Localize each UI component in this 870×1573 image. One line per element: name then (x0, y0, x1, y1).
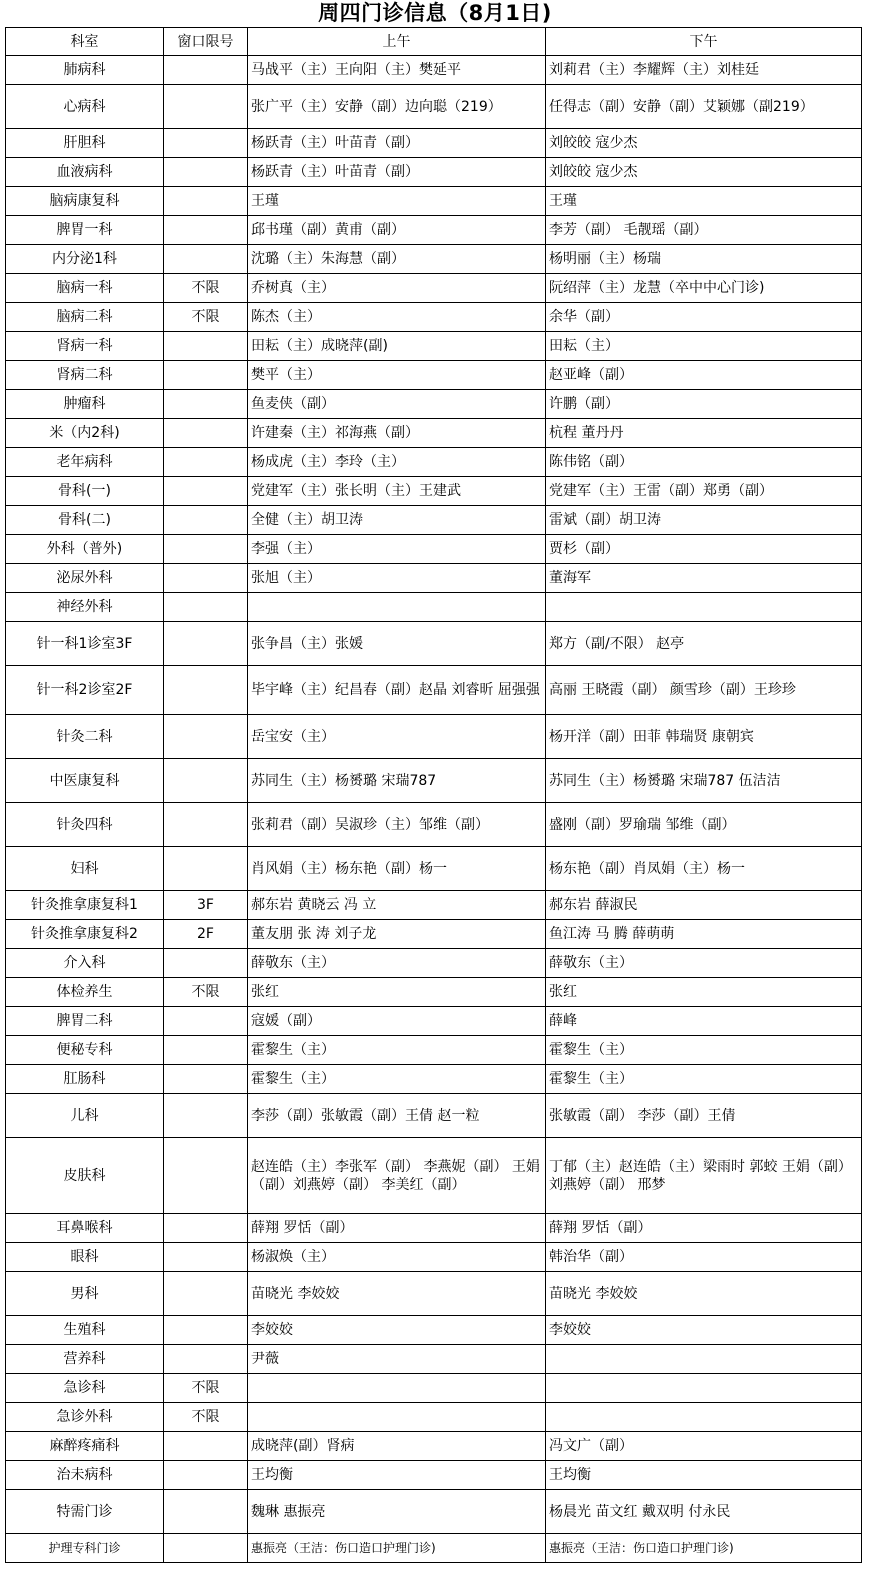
afternoon-doctors-cell: 杭程 董丹丹 (546, 419, 862, 448)
table-row (6, 593, 862, 622)
morning-doctors-cell: 张广平（主）安静（副）边向聪（219） (248, 85, 546, 129)
window-limit-cell (164, 332, 248, 361)
dept-cell: 肾病二科 (6, 361, 164, 390)
afternoon-doctors-cell: 高丽 王晓霞（副） 颜雪珍（副）王珍珍 (546, 666, 862, 715)
dept-cell: 肝胆科 (6, 129, 164, 158)
dept-cell: 老年病科 (6, 448, 164, 477)
header-afternoon: 下午 (546, 28, 862, 56)
table-row (6, 1272, 862, 1316)
table-row (6, 245, 862, 274)
window-limit-cell (164, 1316, 248, 1345)
morning-doctors-cell: 惠振亮（王洁：伤口造口护理门诊) (248, 1534, 546, 1563)
table-row (6, 1065, 862, 1094)
afternoon-doctors-cell: 张敏霞（副） 李莎（副）王倩 (546, 1094, 862, 1138)
dept-cell: 针灸二科 (6, 715, 164, 759)
dept-cell: 针灸推拿康复科1 (6, 891, 164, 920)
morning-doctors-cell: 张红 (248, 978, 546, 1007)
afternoon-doctors-cell: 党建军（主）王雷（副）郑勇（副） (546, 477, 862, 506)
morning-doctors-cell: 张莉君（副）吴淑珍（主）邹维（副） (248, 803, 546, 847)
window-limit-cell (164, 158, 248, 187)
afternoon-doctors-cell: 霍黎生（主） (546, 1036, 862, 1065)
window-limit-cell (164, 1243, 248, 1272)
dept-cell: 血液病科 (6, 158, 164, 187)
dept-cell: 儿科 (6, 1094, 164, 1138)
dept-cell: 外科（普外) (6, 535, 164, 564)
table-row (6, 361, 862, 390)
morning-doctors-cell: 成晓萍(副）肾病 (248, 1432, 546, 1461)
dept-cell: 针一科1诊室3F (6, 622, 164, 666)
dept-cell: 皮肤科 (6, 1138, 164, 1214)
dept-cell: 中医康复科 (6, 759, 164, 803)
table-row (6, 390, 862, 419)
afternoon-doctors-cell (546, 1403, 862, 1432)
afternoon-doctors-cell: 薛峰 (546, 1007, 862, 1036)
window-limit-cell (164, 593, 248, 622)
dept-cell: 肾病一科 (6, 332, 164, 361)
dept-cell: 脑病一科 (6, 274, 164, 303)
window-limit-cell: 不限 (164, 1374, 248, 1403)
table-row (6, 419, 862, 448)
afternoon-doctors-cell: 苗晓光 李姣姣 (546, 1272, 862, 1316)
afternoon-doctors-cell: 韩治华（副） (546, 1243, 862, 1272)
window-limit-cell (164, 1272, 248, 1316)
table-row (6, 187, 862, 216)
afternoon-doctors-cell: 苏同生（主）杨赟璐 宋瑞787 伍洁洁 (546, 759, 862, 803)
dept-cell: 泌尿外科 (6, 564, 164, 593)
window-limit-cell (164, 535, 248, 564)
afternoon-doctors-cell: 阮绍萍（主）龙慧（卒中中心门诊) (546, 274, 862, 303)
dept-cell: 介入科 (6, 949, 164, 978)
afternoon-doctors-cell: 余华（副） (546, 303, 862, 332)
afternoon-doctors-cell: 董海军 (546, 564, 862, 593)
window-limit-cell (164, 245, 248, 274)
window-limit-cell (164, 419, 248, 448)
dept-cell: 心病科 (6, 85, 164, 129)
afternoon-doctors-cell: 杨东艳（副）肖凤娟（主）杨一 (546, 847, 862, 891)
morning-doctors-cell: 沈璐（主）朱海慧（副） (248, 245, 546, 274)
table-row (6, 1490, 862, 1534)
dept-cell: 体检养生 (6, 978, 164, 1007)
table-row (6, 274, 862, 303)
window-limit-cell (164, 448, 248, 477)
afternoon-doctors-cell: 贾杉（副） (546, 535, 862, 564)
window-limit-cell (164, 803, 248, 847)
table-row (6, 1534, 862, 1563)
dept-cell: 耳鼻喉科 (6, 1214, 164, 1243)
afternoon-doctors-cell: 刘皎皎 寇少杰 (546, 158, 862, 187)
table-row (6, 535, 862, 564)
morning-doctors-cell: 苏同生（主）杨赟璐 宋瑞787 (248, 759, 546, 803)
table-row (6, 1036, 862, 1065)
table-row (6, 666, 862, 715)
window-limit-cell (164, 56, 248, 85)
dept-cell: 米（内2科) (6, 419, 164, 448)
morning-doctors-cell: 李姣姣 (248, 1316, 546, 1345)
morning-doctors-cell: 张争昌（主）张媛 (248, 622, 546, 666)
table-row (6, 920, 862, 949)
afternoon-doctors-cell: 冯文广（副） (546, 1432, 862, 1461)
table-row (6, 1007, 862, 1036)
afternoon-doctors-cell: 杨明丽（主）杨瑞 (546, 245, 862, 274)
dept-cell: 营养科 (6, 1345, 164, 1374)
morning-doctors-cell: 董友朋 张 涛 刘子龙 (248, 920, 546, 949)
window-limit-cell (164, 361, 248, 390)
afternoon-doctors-cell: 惠振亮（王洁：伤口造口护理门诊) (546, 1534, 862, 1563)
morning-doctors-cell: 薛翔 罗恬（副） (248, 1214, 546, 1243)
dept-cell: 急诊科 (6, 1374, 164, 1403)
afternoon-doctors-cell (546, 1345, 862, 1374)
dept-cell: 针灸四科 (6, 803, 164, 847)
window-limit-cell (164, 1432, 248, 1461)
afternoon-doctors-cell: 王均衡 (546, 1461, 862, 1490)
dept-cell: 急诊外科 (6, 1403, 164, 1432)
window-limit-cell: 不限 (164, 978, 248, 1007)
morning-doctors-cell: 薛敬东（主） (248, 949, 546, 978)
schedule-table (5, 27, 862, 1563)
window-limit-cell: 不限 (164, 303, 248, 332)
table-row (6, 759, 862, 803)
afternoon-doctors-cell: 薛敬东（主） (546, 949, 862, 978)
afternoon-doctors-cell: 许鹏（副） (546, 390, 862, 419)
header-dept: 科室 (6, 28, 164, 56)
dept-cell: 麻醉疼痛科 (6, 1432, 164, 1461)
afternoon-doctors-cell: 李芳（副） 毛靓瑶（副） (546, 216, 862, 245)
dept-cell: 脾胃二科 (6, 1007, 164, 1036)
dept-cell: 护理专科门诊 (6, 1534, 164, 1563)
dept-cell: 脑病二科 (6, 303, 164, 332)
dept-cell: 便秘专科 (6, 1036, 164, 1065)
table-row (6, 978, 862, 1007)
afternoon-doctors-cell: 杨晨光 苗文红 戴双明 付永民 (546, 1490, 862, 1534)
window-limit-cell: 3F (164, 891, 248, 920)
dept-cell: 眼科 (6, 1243, 164, 1272)
window-limit-cell (164, 1214, 248, 1243)
window-limit-cell: 不限 (164, 1403, 248, 1432)
afternoon-doctors-cell: 刘莉君（主）李耀辉（主）刘桂廷 (546, 56, 862, 85)
window-limit-cell (164, 715, 248, 759)
afternoon-doctors-cell: 杨开洋（副）田菲 韩瑞贤 康朝宾 (546, 715, 862, 759)
afternoon-doctors-cell: 王瑾 (546, 187, 862, 216)
table-row (6, 1432, 862, 1461)
dept-cell: 针一科2诊室2F (6, 666, 164, 715)
morning-doctors-cell: 全健（主）胡卫涛 (248, 506, 546, 535)
afternoon-doctors-cell: 张红 (546, 978, 862, 1007)
afternoon-doctors-cell: 刘皎皎 寇少杰 (546, 129, 862, 158)
window-limit-cell (164, 847, 248, 891)
table-row (6, 1243, 862, 1272)
table-row (6, 715, 862, 759)
window-limit-cell (164, 85, 248, 129)
window-limit-cell (164, 1461, 248, 1490)
window-limit-cell (164, 1138, 248, 1214)
morning-doctors-cell: 赵连皓（主）李张军（副） 李燕妮（副） 王娟（副）刘燕婷（副） 李美红（副） (248, 1138, 546, 1214)
table-row (6, 1094, 862, 1138)
dept-cell: 针灸推拿康复科2 (6, 920, 164, 949)
dept-cell: 男科 (6, 1272, 164, 1316)
window-limit-cell (164, 187, 248, 216)
window-limit-cell (164, 622, 248, 666)
table-row (6, 129, 862, 158)
afternoon-doctors-cell (546, 593, 862, 622)
morning-doctors-cell: 尹薇 (248, 1345, 546, 1374)
morning-doctors-cell: 许建秦（主）祁海燕（副） (248, 419, 546, 448)
table-row (6, 448, 862, 477)
morning-doctors-cell: 王均衡 (248, 1461, 546, 1490)
afternoon-doctors-cell: 薛翔 罗恬（副） (546, 1214, 862, 1243)
morning-doctors-cell: 李莎（副）张敏霞（副）王倩 赵一粒 (248, 1094, 546, 1138)
morning-doctors-cell: 苗晓光 李姣姣 (248, 1272, 546, 1316)
morning-doctors-cell: 马战平（主）王向阳（主）樊延平 (248, 56, 546, 85)
table-row (6, 1345, 862, 1374)
dept-cell: 治未病科 (6, 1461, 164, 1490)
dept-cell: 妇科 (6, 847, 164, 891)
morning-doctors-cell: 杨淑焕（主） (248, 1243, 546, 1272)
table-row (6, 85, 862, 129)
morning-doctors-cell: 党建军（主）张长明（主）王建武 (248, 477, 546, 506)
window-limit-cell (164, 390, 248, 419)
window-limit-cell (164, 564, 248, 593)
window-limit-cell (164, 129, 248, 158)
afternoon-doctors-cell: 鱼江涛 马 腾 薛萌萌 (546, 920, 862, 949)
morning-doctors-cell: 鱼麦侠（副） (248, 390, 546, 419)
afternoon-doctors-cell: 郑方（副/不限） 赵亭 (546, 622, 862, 666)
window-limit-cell (164, 1007, 248, 1036)
table-row (6, 1214, 862, 1243)
table-row (6, 564, 862, 593)
table-row (6, 1138, 862, 1214)
table-row (6, 1461, 862, 1490)
dept-cell: 脾胃一科 (6, 216, 164, 245)
afternoon-doctors-cell: 郝东岩 薛淑民 (546, 891, 862, 920)
dept-cell: 内分泌1科 (6, 245, 164, 274)
dept-cell: 肛肠科 (6, 1065, 164, 1094)
window-limit-cell (164, 216, 248, 245)
table-row (6, 303, 862, 332)
morning-doctors-cell: 魏琳 惠振亮 (248, 1490, 546, 1534)
window-limit-cell (164, 759, 248, 803)
afternoon-doctors-cell (546, 1374, 862, 1403)
afternoon-doctors-cell: 陈伟铭（副） (546, 448, 862, 477)
afternoon-doctors-cell: 丁郁（主）赵连皓（主）梁雨时 郭蛟 王娟（副）刘燕婷（副） 邢梦 (546, 1138, 862, 1214)
table-row (6, 506, 862, 535)
page-title: 周四门诊信息（8月1日) (318, 1, 552, 25)
window-limit-cell (164, 1065, 248, 1094)
morning-doctors-cell: 肖风娟（主）杨东艳（副）杨一 (248, 847, 546, 891)
morning-doctors-cell (248, 593, 546, 622)
dept-cell: 骨科(二) (6, 506, 164, 535)
afternoon-doctors-cell: 雷斌（副）胡卫涛 (546, 506, 862, 535)
table-row (6, 1403, 862, 1432)
afternoon-doctors-cell: 李姣姣 (546, 1316, 862, 1345)
table-row (6, 622, 862, 666)
morning-doctors-cell: 杨成虎（主）李玲（主） (248, 448, 546, 477)
dept-cell: 肺病科 (6, 56, 164, 85)
window-limit-cell (164, 1345, 248, 1374)
morning-doctors-cell: 郝东岩 黄晓云 冯 立 (248, 891, 546, 920)
table-row (6, 847, 862, 891)
window-limit-cell: 2F (164, 920, 248, 949)
table-row (6, 332, 862, 361)
table-row (6, 477, 862, 506)
table-row (6, 56, 862, 85)
afternoon-doctors-cell: 霍黎生（主） (546, 1065, 862, 1094)
morning-doctors-cell: 毕宇峰（主）纪昌春（副）赵晶 刘睿昕 屈强强 (248, 666, 546, 715)
afternoon-doctors-cell: 赵亚峰（副） (546, 361, 862, 390)
morning-doctors-cell: 寇媛（副） (248, 1007, 546, 1036)
table-row (6, 158, 862, 187)
morning-doctors-cell: 杨跃青（主）叶苗青（副） (248, 129, 546, 158)
morning-doctors-cell: 岳宝安（主） (248, 715, 546, 759)
table-row (6, 216, 862, 245)
morning-doctors-cell: 霍黎生（主） (248, 1036, 546, 1065)
window-limit-cell (164, 1036, 248, 1065)
table-row (6, 803, 862, 847)
morning-doctors-cell (248, 1403, 546, 1432)
morning-doctors-cell: 陈杰（主） (248, 303, 546, 332)
afternoon-doctors-cell: 盛刚（副）罗瑜瑞 邹维（副） (546, 803, 862, 847)
morning-doctors-cell: 乔树真（主） (248, 274, 546, 303)
header-morning: 上午 (248, 28, 546, 56)
window-limit-cell (164, 1534, 248, 1563)
dept-cell: 脑病康复科 (6, 187, 164, 216)
window-limit-cell (164, 506, 248, 535)
morning-doctors-cell: 邱书瑾（副）黄甫（副） (248, 216, 546, 245)
header-window-limit: 窗口限号 (164, 28, 248, 56)
morning-doctors-cell: 樊平（主） (248, 361, 546, 390)
header-row (6, 28, 862, 56)
table-row (6, 891, 862, 920)
window-limit-cell (164, 1490, 248, 1534)
window-limit-cell (164, 1094, 248, 1138)
dept-cell: 骨科(一) (6, 477, 164, 506)
dept-cell: 特需门诊 (6, 1490, 164, 1534)
morning-doctors-cell: 田耘（主）成晓萍(副) (248, 332, 546, 361)
window-limit-cell (164, 666, 248, 715)
morning-doctors-cell: 张旭（主） (248, 564, 546, 593)
dept-cell: 神经外科 (6, 593, 164, 622)
table-row (6, 949, 862, 978)
dept-cell: 肿瘤科 (6, 390, 164, 419)
morning-doctors-cell (248, 1374, 546, 1403)
morning-doctors-cell: 李强（主） (248, 535, 546, 564)
window-limit-cell (164, 949, 248, 978)
morning-doctors-cell: 王瑾 (248, 187, 546, 216)
morning-doctors-cell: 杨跃青（主）叶苗青（副） (248, 158, 546, 187)
window-limit-cell (164, 477, 248, 506)
afternoon-doctors-cell: 任得志（副）安静（副）艾颖娜（副219） (546, 85, 862, 129)
morning-doctors-cell: 霍黎生（主） (248, 1065, 546, 1094)
table-row (6, 1374, 862, 1403)
afternoon-doctors-cell: 田耘（主） (546, 332, 862, 361)
window-limit-cell: 不限 (164, 274, 248, 303)
dept-cell: 生殖科 (6, 1316, 164, 1345)
table-row (6, 1316, 862, 1345)
